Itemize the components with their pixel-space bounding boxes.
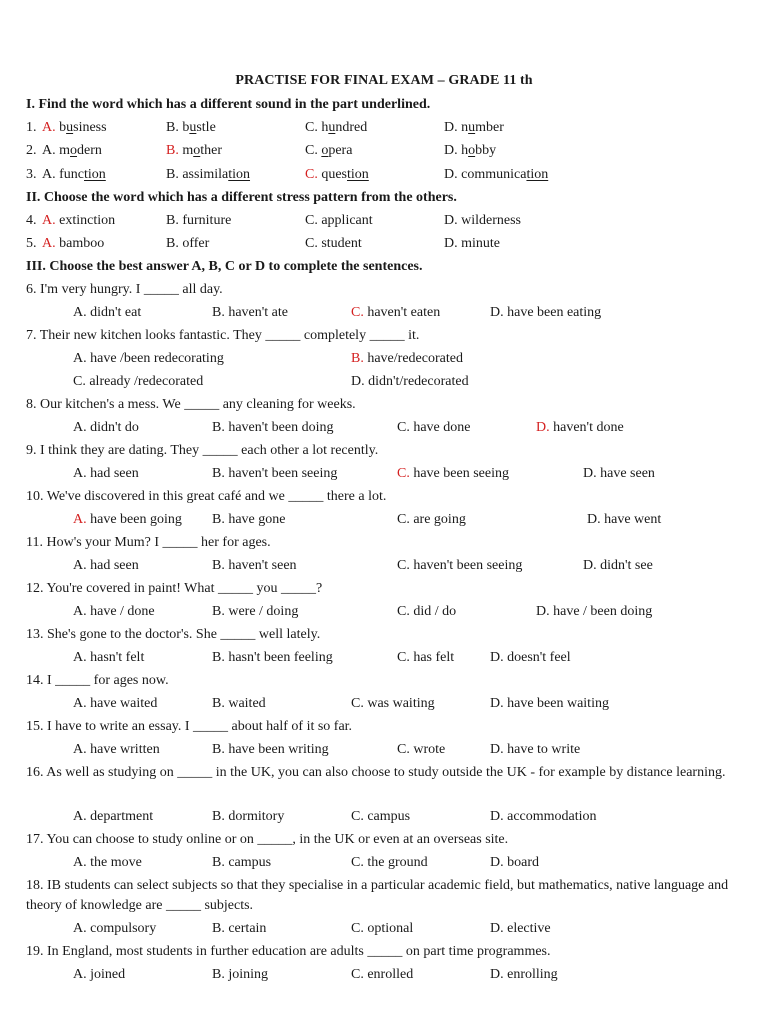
question-3: 3.: [26, 167, 37, 182]
section-3-heading: III. Choose the best answer A, B, C or D to complete the sentences.: [26, 259, 423, 274]
question-8-stem: 8. Our kitchen's a mess. We _____ any cleaning for weeks.: [26, 397, 356, 412]
q5-option-a[interactable]: A. bamboo: [42, 236, 105, 251]
q15-option-d[interactable]: D. have to write: [490, 742, 581, 757]
q13-option-b[interactable]: B. hasn't been feeling: [212, 650, 333, 665]
q17-option-a[interactable]: A. the move: [73, 855, 142, 870]
q9-option-a[interactable]: A. had seen: [73, 466, 139, 481]
q8-option-d[interactable]: D. haven't done: [536, 420, 624, 435]
question-13-stem: 13. She's gone to the doctor's. She _____ well lately.: [26, 627, 321, 642]
q6-option-a[interactable]: A. didn't eat: [73, 305, 142, 320]
q10-option-a[interactable]: A. have been going: [73, 512, 182, 527]
q1-option-b[interactable]: B. bustle: [166, 120, 216, 135]
q18-option-a[interactable]: A. compulsory: [73, 921, 157, 936]
q15-option-c[interactable]: C. wrote: [397, 742, 446, 757]
q10-option-c[interactable]: C. are going: [397, 512, 466, 527]
q14-option-b[interactable]: B. waited: [212, 696, 266, 711]
question-17-stem: 17. You can choose to study online or on _____, in the UK or even at an overseas site.: [26, 832, 509, 847]
q2-option-a[interactable]: A. modern: [42, 143, 102, 158]
q17-option-d[interactable]: D. board: [490, 855, 539, 870]
q13-option-d[interactable]: D. doesn't feel: [490, 650, 571, 665]
q15-option-b[interactable]: B. have been writing: [212, 742, 329, 757]
q5-option-b[interactable]: B. offer: [166, 236, 210, 251]
question-5: 5.: [26, 236, 37, 251]
q8-option-a[interactable]: A. didn't do: [73, 420, 139, 435]
q11-option-d[interactable]: D. didn't see: [583, 558, 653, 573]
question-19-stem: 19. In England, most students in further education are adults _____ on part time programmes.: [26, 944, 551, 959]
q2-option-c[interactable]: C. opera: [305, 143, 353, 158]
q3-option-c[interactable]: C. question: [305, 167, 369, 182]
q16-option-b[interactable]: B. dormitory: [212, 809, 285, 824]
q15-option-a[interactable]: A. have written: [73, 742, 160, 757]
question-14-stem: 14. I _____ for ages now.: [26, 673, 169, 688]
q5-option-c[interactable]: C. student: [305, 236, 362, 251]
q6-option-b[interactable]: B. haven't ate: [212, 305, 288, 320]
q1-option-c[interactable]: C. hundred: [305, 120, 368, 135]
question-number: 1.: [26, 120, 37, 135]
q6-option-d[interactable]: D. have been eating: [490, 305, 602, 320]
q2-option-b[interactable]: B. mother: [166, 143, 222, 158]
q9-option-c[interactable]: C. have been seeing: [397, 466, 509, 481]
q18-option-c[interactable]: C. optional: [351, 921, 414, 936]
q4-option-c[interactable]: C. applicant: [305, 213, 373, 228]
q14-option-a[interactable]: A. have waited: [73, 696, 158, 711]
q3-option-b[interactable]: B. assimilation: [166, 167, 251, 182]
q5-option-d[interactable]: D. minute: [444, 236, 500, 251]
q3-option-d[interactable]: D. communication: [444, 167, 549, 182]
question-18-stem: 18. IB students can select subjects so that they specialise in a particular academic field, but mathematics, native language and theory of knowledge are _____ subjects.: [26, 878, 729, 913]
q19-option-d[interactable]: D. enrolling: [490, 967, 558, 982]
q8-option-c[interactable]: C. have done: [397, 420, 471, 435]
q18-option-d[interactable]: D. elective: [490, 921, 551, 936]
q7-option-d[interactable]: D. didn't/redecorated: [351, 374, 469, 389]
q11-option-c[interactable]: C. haven't been seeing: [397, 558, 523, 573]
q4-option-d[interactable]: D. wilderness: [444, 213, 521, 228]
q8-option-b[interactable]: B. haven't been doing: [212, 420, 334, 435]
question-6-stem: 6. I'm very hungry. I _____ all day.: [26, 282, 223, 297]
q4-option-b[interactable]: B. furniture: [166, 213, 232, 228]
q16-option-a[interactable]: A. department: [73, 809, 154, 824]
q10-option-b[interactable]: B. have gone: [212, 512, 286, 527]
q13-option-a[interactable]: A. hasn't felt: [73, 650, 145, 665]
question-15-stem: 15. I have to write an essay. I _____ about half of it so far.: [26, 719, 353, 734]
question-12-stem: 12. You're covered in paint! What _____ you _____?: [26, 581, 323, 596]
page-title: PRACTISE FOR FINAL EXAM – GRADE 11 th: [235, 73, 533, 88]
q19-option-b[interactable]: B. joining: [212, 967, 269, 982]
q11-option-b[interactable]: B. haven't seen: [212, 558, 297, 573]
q13-option-c[interactable]: C. has felt: [397, 650, 455, 665]
q14-option-d[interactable]: D. have been waiting: [490, 696, 609, 711]
question-7-stem: 7. Their new kitchen looks fantastic. They _____ completely _____ it.: [26, 328, 420, 343]
q9-option-b[interactable]: B. haven't been seeing: [212, 466, 338, 481]
q6-option-c[interactable]: C. haven't eaten: [351, 305, 441, 320]
q12-option-d[interactable]: D. have / been doing: [536, 604, 653, 619]
section-1-heading: I. Find the word which has a different sound in the part underlined.: [26, 97, 431, 112]
q9-option-d[interactable]: D. have seen: [583, 466, 655, 481]
question-9-stem: 9. I think they are dating. They _____ each other a lot recently.: [26, 443, 379, 458]
q4-option-a[interactable]: A. extinction: [42, 213, 116, 228]
q17-option-b[interactable]: B. campus: [212, 855, 272, 870]
q7-option-a[interactable]: A. have /been redecorating: [73, 351, 224, 366]
q1-option-a[interactable]: A. business: [42, 120, 107, 135]
question-11-stem: 11. How's your Mum? I _____ her for ages.: [26, 535, 271, 550]
q7-option-c[interactable]: C. already /redecorated: [73, 374, 204, 389]
q7-option-b[interactable]: B. have/redecorated: [351, 351, 463, 366]
q12-option-c[interactable]: C. did / do: [397, 604, 457, 619]
question-4: 4.: [26, 213, 37, 228]
q16-option-d[interactable]: D. accommodation: [490, 809, 597, 824]
q14-option-c[interactable]: C. was waiting: [351, 696, 435, 711]
q16-option-c[interactable]: C. campus: [351, 809, 411, 824]
q18-option-b[interactable]: B. certain: [212, 921, 267, 936]
q17-option-c[interactable]: C. the ground: [351, 855, 428, 870]
q12-option-a[interactable]: A. have / done: [73, 604, 155, 619]
question-16-stem: 16. As well as studying on _____ in the UK, you can also choose to study outside the UK - for example by distance learning.: [26, 765, 726, 780]
q19-option-c[interactable]: C. enrolled: [351, 967, 414, 982]
q3-option-a[interactable]: A. function: [42, 167, 106, 182]
q11-option-a[interactable]: A. had seen: [73, 558, 139, 573]
question-10-stem: 10. We've discovered in this great café and we _____ there a lot.: [26, 489, 387, 504]
q1-option-d[interactable]: D. number: [444, 120, 504, 135]
section-2-heading: II. Choose the word which has a different stress pattern from the others.: [26, 190, 457, 205]
q12-option-b[interactable]: B. were / doing: [212, 604, 299, 619]
question-1: [26, 119, 37, 137]
q19-option-a[interactable]: A. joined: [73, 967, 126, 982]
q10-option-d[interactable]: D. have went: [587, 512, 662, 527]
q2-option-d[interactable]: D. hobby: [444, 143, 497, 158]
question-2: 2.: [26, 143, 37, 158]
